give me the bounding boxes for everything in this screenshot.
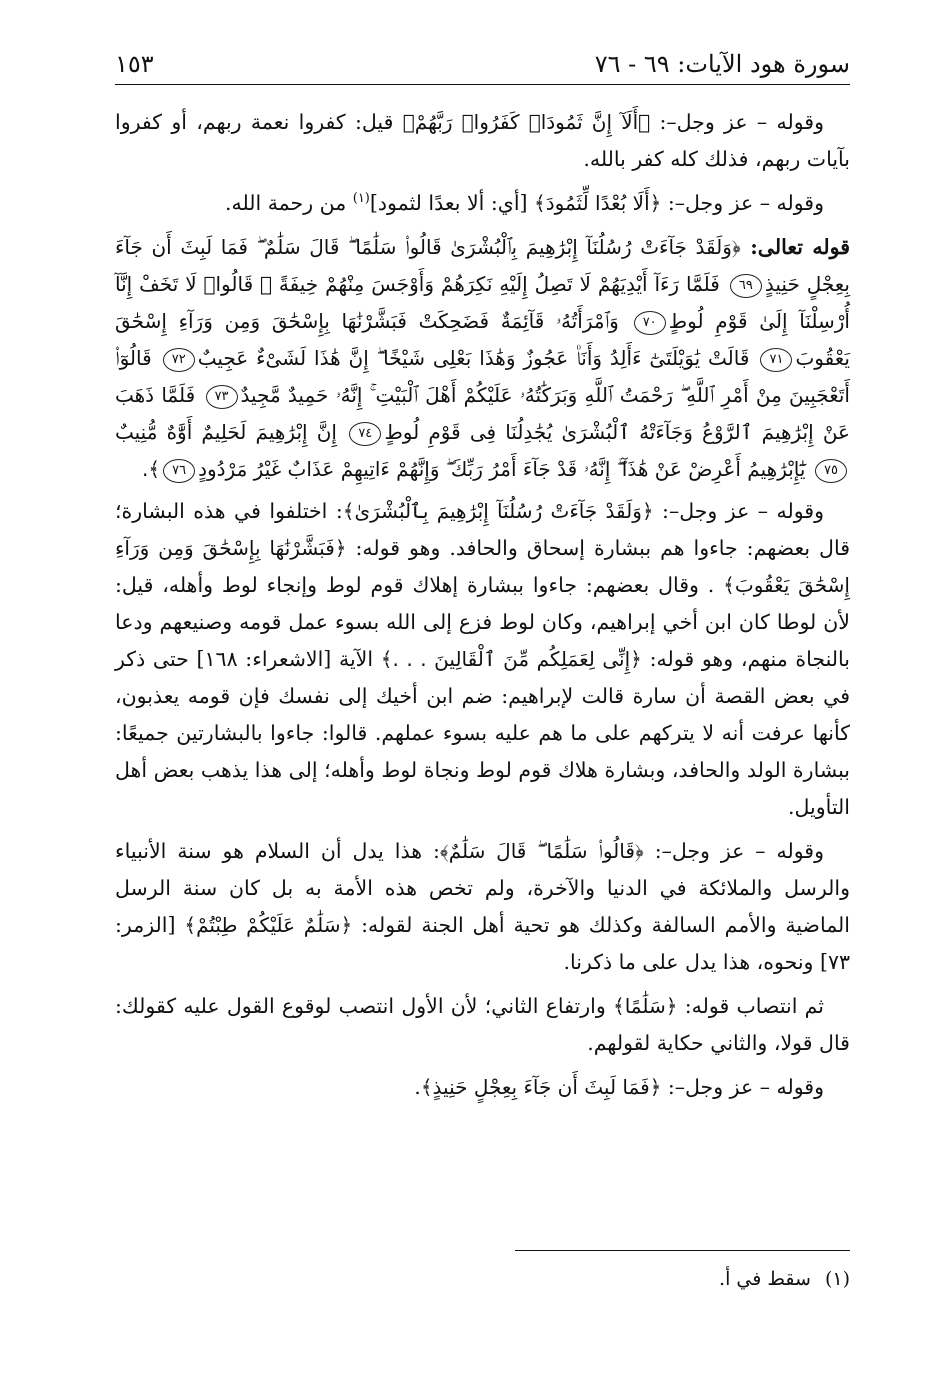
paragraph-5 [115, 988, 850, 1062]
quran-quote: ﴿إِنِّى لِعَمَلِكُم مِّنَ ٱلْقَالِينَ . . .﴾ [380, 647, 642, 671]
ayah-number-75: ٧٥ [815, 459, 847, 483]
body-text [115, 104, 850, 1113]
quran-quote: ﴿أَلَآ إِنَّ ثَمُودَا۟ كَفَرُوا۟ رَبَّهُمْ﴾ [402, 110, 651, 134]
text-span: وارتفاع الثاني؛ لأن الأول انتصب لوقوع القول عليه كقولك: قال قولا، والثاني حكاية لقولهم. [115, 994, 850, 1055]
verse-76: يَٰٓإِبْرَٰهِيمُ أَعْرِضْ عَنْ هَٰذَآ ۖ إِنَّهُۥ قَدْ جَآءَ أَمْرُ رَبِّكَ ۖ وَإِنَّهُمْ ءَاتِيهِمْ عَذَابٌ غَيْرُ مَرْدُودٍ [198, 457, 806, 481]
text-span: [الزمر: ٧٣] ونحوه، هذا يدل على ما ذكرنا. [115, 913, 850, 974]
paragraph-3 [115, 493, 850, 826]
verse-73: قَالُوٓا۟ أَتَعْجَبِينَ مِنْ أَمْرِ ٱللَّهِ ۖ رَحْمَتُ ٱللَّهِ وَبَرَكَٰتُهُۥ عَلَيْكُمْ أَهْلَ ٱلْبَيْتِ ۚ إِنَّهُۥ حَمِيدٌ مَّجِيدٌ [115, 346, 850, 407]
verse-74: فَلَمَّا ذَهَبَ عَنْ إِبْرَٰهِيمَ ٱلرَّوْعُ وَجَآءَتْهُ ٱلْبُشْرَىٰ يُجَٰدِلُنَا فِى قَوْمِ لُوطٍ [115, 383, 850, 444]
paragraph-6 [115, 1069, 850, 1106]
text-span: وقوله – عز وجل–: [661, 191, 824, 215]
text-span: . وقال بعضهم: جاءوا ببشارة إهلاك قوم لوط وإنجاء لوط وأهله، قيل: لأن لوطا كان ابن أخي إبراهيم، وكان لوط فزع إلى الله بسوء عمل قومه وصنيعهم ودعا بالنجاة منهم، وهو قوله: [115, 573, 851, 671]
text-span: وقوله – عز وجل–: [650, 110, 825, 134]
ayah-number-69: ٦٩ [730, 274, 762, 298]
ayah-number-71: ٧١ [760, 348, 792, 372]
text-span: قيل: كفروا نعمة ربهم، أو كفروا بآيات ربهم، فذلك كله كفر بالله. [115, 110, 850, 171]
verses-close: ﴾. [142, 457, 161, 481]
quran-quote: ﴿وَلَقَدْ جَآءَتْ رُسُلُنَآ إِبْرَٰهِيمَ بِٱلْبُشْرَىٰ﴾ [342, 499, 654, 523]
footnote-text: سقط في أ. [719, 1268, 811, 1290]
ayah-number-70: ٧٠ [634, 311, 666, 335]
page-number: ١٥٣ [115, 50, 154, 78]
paragraph-4 [115, 833, 850, 981]
verse-69: ﴿وَلَقَدْ جَآءَتْ رُسُلُنَآ إِبْرَٰهِيمَ بِٱلْبُشْرَىٰ قَالُوا۟ سَلَٰمًا ۖ قَالَ سَلَٰمٌ ۖ فَمَا لَبِثَ أَن جَآءَ بِعِجْلٍ حَنِيذٍ [115, 235, 850, 296]
verse-70: فَلَمَّا رَءَآ أَيْدِيَهُمْ لَا تَصِلُ إِلَيْهِ نَكِرَهُمْ وَأَوْجَسَ مِنْهُمْ خِيفَةً ۚ قَالُوا۟ لَا تَخَفْ إِنَّآ أُرْسِلْنَآ إِلَىٰ قَوْمِ لُوطٍ [115, 272, 850, 333]
footnote-marker: (١) [352, 191, 370, 207]
text-span: : اختلفوا في هذه البشارة؛ قال بعضهم: جاءوا هم ببشارة إسحاق والحافد. وهو قوله: [115, 499, 851, 560]
text-span: ثم انتصاب قوله: [677, 994, 825, 1018]
paragraph-1 [115, 104, 850, 178]
quran-quote: ﴿سَلَٰمٌ عَلَيْكُمْ طِبْتُمْ﴾ [184, 913, 353, 937]
page-header [115, 40, 850, 85]
text-span: : هذا يدل أن السلام هو سنة الأنبياء والرسل والملائكة في الدنيا والآخرة، ولم تخص هذه الأمة به بل كان سنة الرسل الماضية والأمم السالفة وكذلك هو تحية أهل الجنة لقوله: [115, 839, 850, 937]
quran-quote: ﴿سَلَٰمًا﴾ [612, 994, 678, 1018]
quran-quote: ﴿أَلَا بُعْدًا لِّثَمُودَ﴾ [534, 191, 662, 215]
running-title: سورة هود الآيات: ٦٩ - ٧٦ [594, 50, 850, 78]
ayah-number-76: ٧٦ [163, 459, 195, 483]
footnote [115, 1262, 850, 1296]
verse-71: وَٱمْرَأَتُهُۥ قَآئِمَةٌ فَضَحِكَتْ فَبَشَّرْنَٰهَا بِإِسْحَٰقَ وَمِن وَرَآءِ إِسْحَٰقَ يَعْقُوبَ [115, 309, 850, 370]
ayah-number-72: ٧٢ [163, 348, 195, 372]
quran-quote: ﴿فَبَشَّرْنَٰهَا بِإِسْحَٰقَ وَمِن وَرَآءِ إِسْحَٰقَ يَعْقُوبَ﴾ [115, 536, 850, 597]
quran-quote: ﴿قَالُوا۟ سَلَٰمًا ۖ قَالَ سَلَٰمٌ﴾ [439, 839, 644, 863]
verses-lead: قوله تعالى: [740, 235, 850, 259]
text-span: وقوله – عز وجل–: [661, 1075, 824, 1099]
ayah-number-74: ٧٤ [349, 422, 381, 446]
footnote-number: (١) [824, 1268, 850, 1290]
text-span: . [414, 1075, 421, 1099]
quran-quote: ﴿فَمَا لَبِثَ أَن جَآءَ بِعِجْلٍ حَنِيذٍ﴾ [420, 1075, 662, 1099]
verses-block [115, 229, 850, 488]
text-span: وقوله – عز وجل–: [653, 499, 824, 523]
ayah-number-73: ٧٣ [206, 385, 238, 409]
verse-75: إِنَّ إِبْرَٰهِيمَ لَحَلِيمٌ أَوَّٰهٌ مُّنِيبٌ [115, 420, 337, 444]
paragraph-2 [115, 185, 850, 222]
text-span: وقوله – عز وجل–: [643, 839, 824, 863]
text-span: [أي: ألا بعدًا لثمود] [369, 191, 535, 215]
footnote-divider [515, 1250, 850, 1251]
text-span: الآية [الاشعراء: ١٦٨] حتى ذكر في بعض القصة أن سارة قالت لإبراهيم: ضم ابن أخيك إلى نفسك فإن قومه يعذبون، كأنها عرفت أنه لا يتركهم على ما هم عليه بسوء عملهم. قالوا: جاءوا بالبشارتين جميعًا: ببشارة الولد والحافد، وبشارة هلاك قوم لوط ونجاة لوط وأهله؛ إلى هذا يذهب بعض أهل التأويل. [115, 647, 850, 819]
verse-72: قَالَتْ يَٰوَيْلَتَىٰٓ ءَأَلِدُ وَأَنَا۠ عَجُوزٌ وَهَٰذَا بَعْلِى شَيْخًا ۖ إِنَّ هَٰذَا لَشَىْءٌ عَجِيبٌ [197, 346, 750, 370]
text-span: من رحمة الله. [224, 191, 353, 215]
